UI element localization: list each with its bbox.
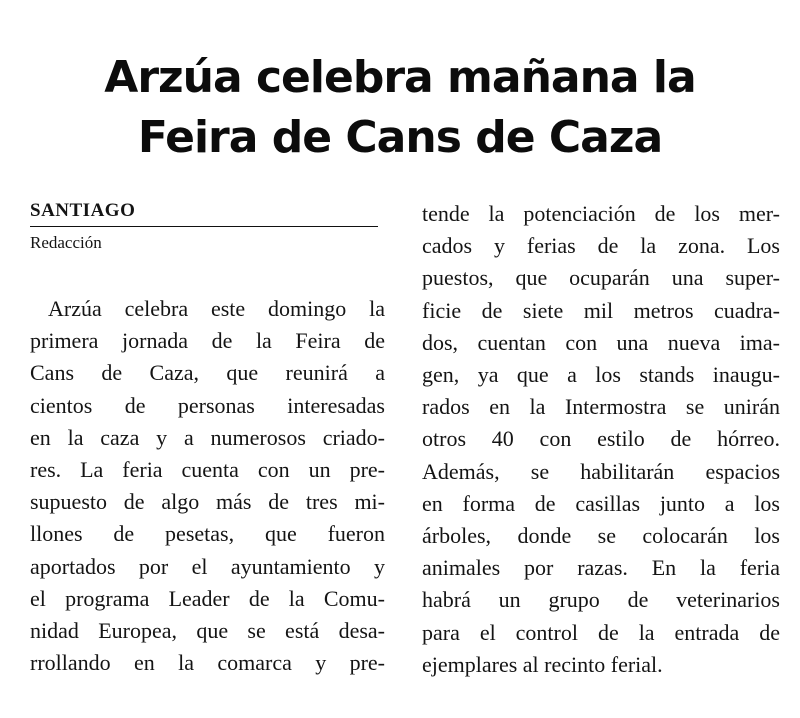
text-line: rados en la Intermostra se unirán (422, 394, 780, 420)
text-line: puestos, que ocuparán una super- (422, 265, 780, 291)
text-line: ficie de siete mil metros cuadra- (422, 297, 780, 323)
byline-location: SANTIAGO (30, 198, 378, 227)
text-line: tende la potenciación de los mer- (422, 201, 780, 226)
text-line: primera jornada de la Feira de (30, 328, 385, 354)
text-line: aportados por el ayuntamiento y (30, 553, 385, 579)
text-line: ejemplares al recinto ferial. (422, 651, 663, 677)
text-line: cientos de personas interesadas (30, 392, 385, 418)
text-line: Arzúa celebra este domingo la (48, 296, 385, 321)
left-column (30, 198, 385, 679)
text-line: en la caza y a numerosos criado- (30, 424, 385, 450)
text-line: llones de pesetas, que fueron (30, 521, 385, 547)
headline-line: Feira de Cans de Caza (137, 112, 663, 163)
text-line: Además, se habilitarán espacios (422, 458, 780, 484)
headline-line: Arzúa celebra mañana la (104, 52, 696, 103)
text-line: para el control de la entrada de (422, 619, 780, 645)
text-line: habrá un grupo de veterinarios (422, 587, 780, 613)
byline-author: Redacción (30, 233, 102, 252)
text-line: cados y ferias de la zona. Los (422, 233, 780, 259)
right-column (422, 198, 780, 681)
left-column-text (30, 293, 385, 679)
article-headline (0, 48, 800, 168)
text-line: animales por razas. En la feria (422, 555, 780, 581)
right-column-text (422, 198, 780, 681)
text-line: árboles, donde se colocarán los (422, 523, 780, 549)
text-line: otros 40 con estilo de hórreo. (422, 426, 780, 452)
text-line: dos, cuentan con una nueva ima- (422, 329, 780, 355)
text-line: gen, ya que a los stands inaugu- (422, 362, 780, 388)
text-line: en forma de casillas junto a los (422, 490, 780, 516)
text-line: el programa Leader de la Comu- (30, 585, 385, 611)
text-line: supuesto de algo más de tres mi- (30, 489, 385, 515)
text-line: nidad Europea, que se está desa- (30, 618, 385, 644)
text-line: Cans de Caza, que reunirá a (30, 360, 385, 386)
text-line: res. La feria cuenta con un pre- (30, 457, 385, 483)
text-line: rrollando en la comarca y pre- (30, 650, 385, 676)
